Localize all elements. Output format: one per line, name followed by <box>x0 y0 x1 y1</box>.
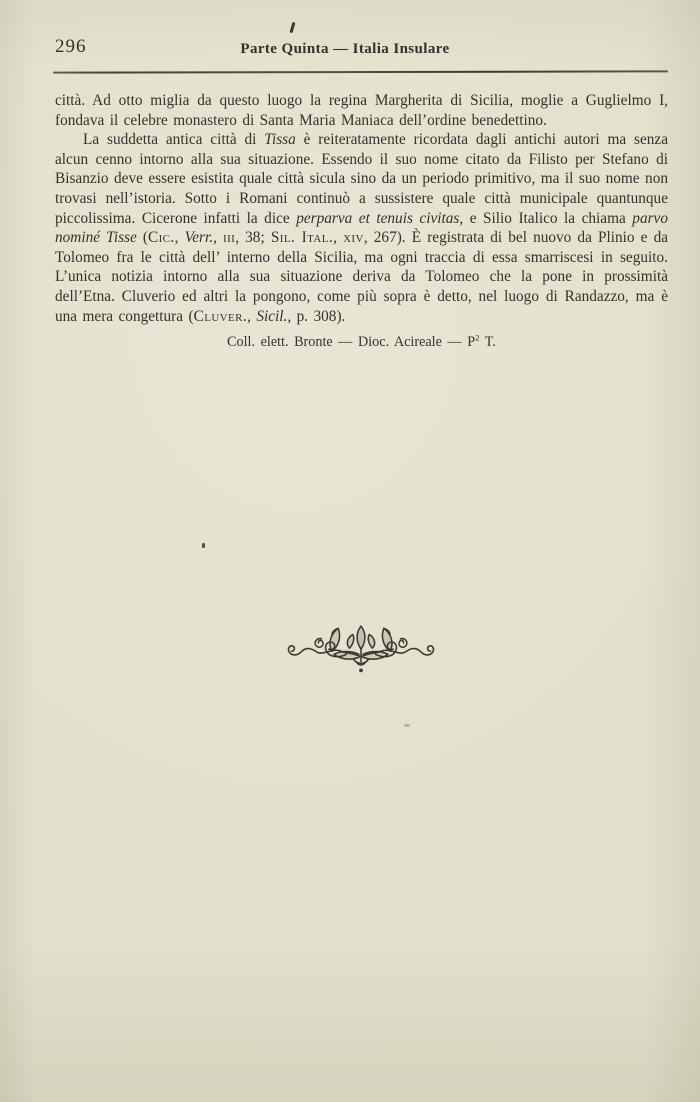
scan-artifact-mark <box>290 22 296 33</box>
page-number: 296 <box>55 36 87 57</box>
running-title: Parte Quinta — Italia Insulare <box>240 41 450 57</box>
floral-flourish-icon <box>277 620 445 674</box>
paragraph: città. Ad otto miglia da questo luogo la regina Margherita di Sicilia, moglie a Guglielmo I, fondava il celebre monastero di Santa Maria Maniaca dell’ordine benedettino. <box>55 92 668 129</box>
attribution-line: Coll. elett. Bronte — Dioc. Acireale — $P^2$ T. <box>227 332 496 351</box>
header-rule <box>53 70 668 74</box>
scan-speck <box>202 543 205 548</box>
paragraph: La suddetta antica città di Tissa è reiteratamente ricordata dagli antichi autori ma senza alcun cenno intorno alla sua situazione. Essendo il suo nome citato da Filisto per Stefano di Bisanzio deve essere esistita quale città sicula sino da un periodo primitivo, ma il suo nome non trovasi nell’istoria. Sotto i Romani continuò a sussistere quale città municipale quantunque piccolissima. Cicerone infatti la dice perparva et tenuis civitas, e Silio Italico la chiama parvo nominé Tisse (Cic., Verr., iii, 38; Sil. Ital., xiv, 267). È registrata di bel nuovo da Plinio e da Tolomeo fra le città dell’ interno della Sicilia, ma ogni traccia di essa smarriscesi in seguito. L’unica notizia intorno alla sua situazione deriva da Tolomeo che la pone in prossimità dell’Etna. Cluverio ed altri la pongono, come più sopra è detto, nel luogo di Randazzo, ma è una mera congettura (Cluver., Sicil., p. 308). <box>55 131 669 325</box>
body-text <box>55 91 668 353</box>
scan-speck <box>404 724 410 727</box>
